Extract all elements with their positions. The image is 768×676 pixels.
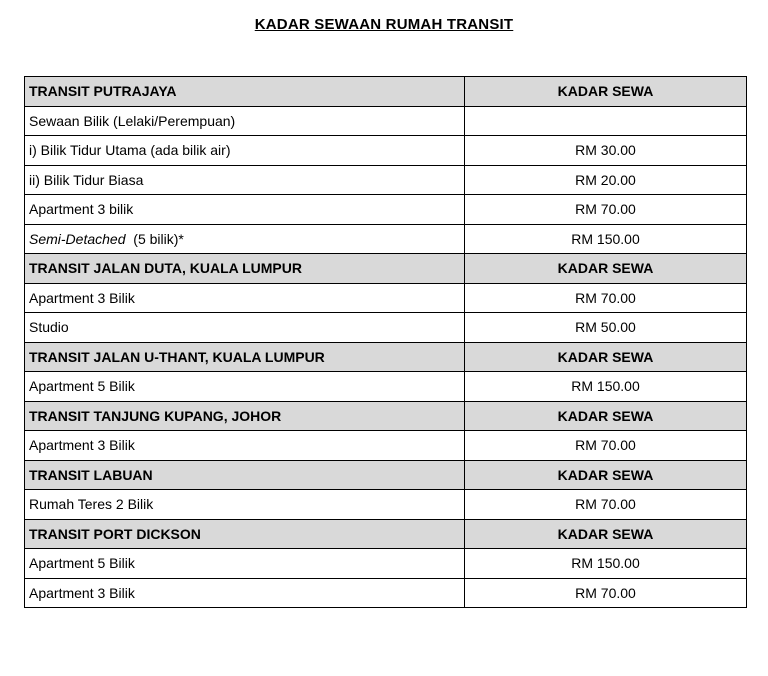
- item-cell: Sewaan Bilik (Lelaki/Perempuan): [25, 106, 465, 136]
- table-row: [25, 372, 747, 402]
- table-row: [25, 431, 747, 461]
- rate-column-header: KADAR SEWA: [465, 254, 747, 284]
- section-header-row: [25, 460, 747, 490]
- rate-column-header: KADAR SEWA: [465, 460, 747, 490]
- item-cell: Studio: [25, 313, 465, 343]
- rate-cell: RM 150.00: [465, 372, 747, 402]
- table-row: [25, 283, 747, 313]
- table-row: [25, 106, 747, 136]
- section-header-row: [25, 519, 747, 549]
- rate-cell: RM 50.00: [465, 313, 747, 343]
- rate-cell: [465, 106, 747, 136]
- rate-cell: RM 150.00: [465, 549, 747, 579]
- rate-cell: RM 150.00: [465, 224, 747, 254]
- table-row: [25, 136, 747, 166]
- item-cell: Rumah Teres 2 Bilik: [25, 490, 465, 520]
- item-cell: ii) Bilik Tidur Biasa: [25, 165, 465, 195]
- table-row: [25, 195, 747, 225]
- section-header-row: [25, 401, 747, 431]
- section-name: TRANSIT LABUAN: [25, 460, 465, 490]
- rate-cell: RM 70.00: [465, 283, 747, 313]
- item-cell: Apartment 3 Bilik: [25, 578, 465, 608]
- item-cell: Apartment 5 Bilik: [25, 549, 465, 579]
- table-row: [25, 578, 747, 608]
- item-italic-text: Semi-Detached: [29, 230, 126, 247]
- rate-column-header: KADAR SEWA: [465, 342, 747, 372]
- rate-cell: RM 70.00: [465, 490, 747, 520]
- section-name: TRANSIT JALAN U-THANT, KUALA LUMPUR: [25, 342, 465, 372]
- item-cell: [25, 224, 465, 254]
- item-cell: Apartment 3 bilik: [25, 195, 465, 225]
- rate-cell: RM 20.00: [465, 165, 747, 195]
- item-cell: Apartment 5 Bilik: [25, 372, 465, 402]
- rental-rates-table: [24, 76, 747, 608]
- section-header-row: [25, 342, 747, 372]
- section-name: TRANSIT PUTRAJAYA: [25, 77, 465, 107]
- table-row: [25, 224, 747, 254]
- section-header-row: [25, 254, 747, 284]
- section-name: TRANSIT PORT DICKSON: [25, 519, 465, 549]
- rate-column-header: KADAR SEWA: [465, 401, 747, 431]
- item-cell: Apartment 3 Bilik: [25, 283, 465, 313]
- table-row: [25, 165, 747, 195]
- item-text: (5 bilik)*: [125, 230, 184, 247]
- rate-column-header: KADAR SEWA: [465, 519, 747, 549]
- item-cell: Apartment 3 Bilik: [25, 431, 465, 461]
- table-row: [25, 313, 747, 343]
- section-header-row: [25, 77, 747, 107]
- rate-cell: RM 70.00: [465, 578, 747, 608]
- section-name: TRANSIT JALAN DUTA, KUALA LUMPUR: [25, 254, 465, 284]
- item-cell: i) Bilik Tidur Utama (ada bilik air): [25, 136, 465, 166]
- table-row: [25, 549, 747, 579]
- rate-cell: RM 70.00: [465, 195, 747, 225]
- page-title: KADAR SEWAAN RUMAH TRANSIT: [254, 16, 514, 33]
- table-row: [25, 490, 747, 520]
- rate-cell: RM 70.00: [465, 431, 747, 461]
- rate-cell: RM 30.00: [465, 136, 747, 166]
- section-name: TRANSIT TANJUNG KUPANG, JOHOR: [25, 401, 465, 431]
- rate-column-header: KADAR SEWA: [465, 77, 747, 107]
